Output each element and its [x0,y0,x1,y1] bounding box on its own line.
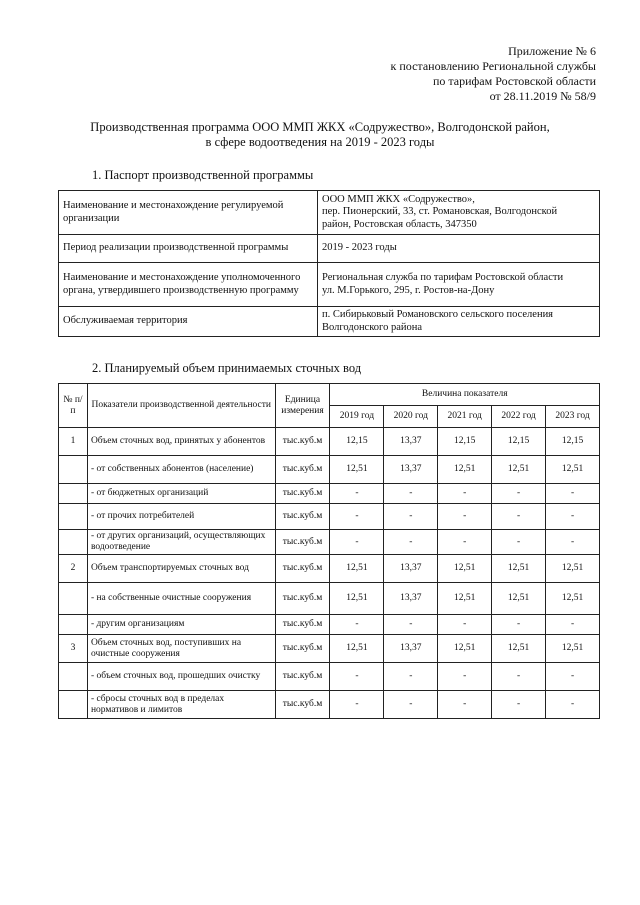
passport-value-line: п. Сибирьковый Романовского сельского поселения [322,309,554,320]
row-value: - [546,663,600,691]
passport-value-line: пер. Пионерский, 33, ст. Романовская, Волгодонской [322,206,558,218]
row-value: - [330,530,384,555]
row-number: 3 [59,635,88,663]
row-value: 13,37 [384,428,438,456]
row-value: - [330,484,384,504]
year-header: 2020 год [384,406,438,428]
row-number [59,583,88,615]
row-unit: тыс.куб.м [275,530,330,555]
table-row [59,583,600,615]
row-unit: тыс.куб.м [275,663,330,691]
row-value: - [384,691,438,719]
row-value: 12,15 [492,428,546,456]
row-number [59,456,88,484]
row-value: 12,15 [546,428,600,456]
row-indicator: - сбросы сточных вод в пределах нормативов и лимитов [87,691,275,719]
row-indicator: - от прочих потребителей [87,504,275,530]
row-value: 12,51 [330,555,384,583]
row-value: 12,51 [438,456,492,484]
passport-row [59,307,600,337]
passport-value [318,307,600,337]
row-number [59,504,88,530]
table-row [59,555,600,583]
row-value: - [492,504,546,530]
row-number [59,615,88,635]
row-indicator: - от собственных абонентов (население) [87,456,275,484]
section-1-heading: 1. Паспорт производственной программы [92,168,314,182]
row-unit: тыс.куб.м [275,615,330,635]
col-unit-header: Единица измерения [275,384,330,428]
section-2-heading: 2. Планируемый объем принимаемых сточных вод [92,361,362,375]
title-line-1: Производственная программа ООО ММП ЖКХ «Содружество», Волгодонской район, [90,120,550,134]
table-body [59,428,600,719]
row-number: 2 [59,555,88,583]
passport-row [59,191,600,235]
row-indicator: Объем сточных вод, поступивших на очистные сооружения [87,635,275,663]
year-header: 2022 год [492,406,546,428]
title-line-2: в сфере водоотведения на 2019 - 2023 годы [205,135,435,149]
row-indicator: Объем сточных вод, принятых у абонентов [87,428,275,456]
row-indicator: - другим организациям [87,615,275,635]
row-unit: тыс.куб.м [275,456,330,484]
table-row [59,615,600,635]
row-value: 12,51 [330,635,384,663]
col-indicator-header: Показатели производственной деятельности [87,384,275,428]
row-value: 13,37 [384,583,438,615]
row-value: - [438,691,492,719]
row-value: - [492,615,546,635]
row-value: 12,51 [546,635,600,663]
row-value: - [438,530,492,555]
row-value: 12,51 [330,583,384,615]
passport-value-line: район, Ростовская область, 347350 [322,218,477,230]
table-row [59,635,600,663]
passport-value-line: ул. М.Горького, 295, г. Ростов-на-Дону [322,284,495,296]
document-title [40,120,600,150]
row-value: - [438,504,492,530]
row-value: - [546,615,600,635]
passport-row [59,235,600,263]
row-value: - [330,615,384,635]
row-unit: тыс.куб.м [275,484,330,504]
row-unit: тыс.куб.м [275,583,330,615]
row-indicator: - объем сточных вод, прошедших очистку [87,663,275,691]
row-value: - [492,484,546,504]
row-value: - [384,615,438,635]
row-value: - [546,484,600,504]
passport-label: Наименование и местонахождение уполномоченного органа, утвердившего производственную программу [59,263,318,307]
row-value: - [492,691,546,719]
passport-label: Период реализации производственной программы [59,235,318,263]
table-row [59,504,600,530]
row-value: - [438,663,492,691]
col-number-header: № п/п [59,384,88,428]
row-value: 12,51 [330,456,384,484]
row-value: 12,51 [546,555,600,583]
passport-label: Наименование и местонахождение регулируемой организации [59,191,318,235]
row-value: 12,51 [492,583,546,615]
table-header-row [59,384,600,406]
row-unit: тыс.куб.м [275,555,330,583]
row-value: - [438,615,492,635]
wastewater-volume-table [58,383,600,719]
row-indicator: - на собственные очистные сооружения [87,583,275,615]
appendix-line-3: по тарифам Ростовской области [432,74,596,88]
row-value: 12,51 [492,635,546,663]
row-value: - [330,504,384,530]
row-value: 12,51 [438,555,492,583]
row-number [59,530,88,555]
row-number: 1 [59,428,88,456]
passport-value-line: 2019 - 2023 годы [322,242,397,254]
table-row [59,456,600,484]
row-value: - [384,530,438,555]
row-value: 12,51 [492,555,546,583]
row-value: 12,51 [438,635,492,663]
row-number [59,691,88,719]
row-value: - [546,530,600,555]
row-value: 12,51 [546,583,600,615]
row-value: - [330,663,384,691]
appendix-header [296,44,596,104]
table-row [59,428,600,456]
row-value: - [438,484,492,504]
row-value: - [546,691,600,719]
year-header: 2019 год [330,406,384,428]
row-value: 12,15 [330,428,384,456]
row-value: - [384,484,438,504]
row-indicator: - от других организаций, осуществляющих водоотведение [87,530,275,555]
passport-table [58,190,600,337]
passport-row [59,263,600,307]
col-value-header: Величина показателя [330,384,600,406]
passport-label: Обслуживаемая территория [59,307,318,337]
row-indicator: Объем транспортируемых сточных вод [87,555,275,583]
row-value: - [492,663,546,691]
row-value: 13,37 [384,555,438,583]
row-value: 12,51 [438,583,492,615]
row-unit: тыс.куб.м [275,428,330,456]
row-value: 13,37 [384,456,438,484]
table-row [59,691,600,719]
year-header: 2021 год [438,406,492,428]
table-row [59,484,600,504]
row-unit: тыс.куб.м [275,691,330,719]
appendix-line-4: от 28.11.2019 № 58/9 [489,89,596,103]
appendix-line-1: Приложение № 6 [508,44,596,58]
row-value: - [330,691,384,719]
passport-value [318,263,600,307]
table-row [59,663,600,691]
appendix-line-2: к постановлению Региональной службы [390,59,596,73]
passport-value-line: ООО ММП ЖКХ «Содружество», [322,193,475,205]
year-header: 2023 год [546,406,600,428]
row-value: - [384,663,438,691]
table-row [59,530,600,555]
passport-value [318,235,600,263]
row-value: 12,51 [492,456,546,484]
row-number [59,663,88,691]
passport-value [318,191,600,235]
row-value: - [384,504,438,530]
passport-value-line: Региональная служба по тарифам Ростовской области [322,272,564,283]
row-indicator: - от бюджетных организаций [87,484,275,504]
row-value: 12,51 [546,456,600,484]
row-value: 13,37 [384,635,438,663]
row-unit: тыс.куб.м [275,635,330,663]
row-value: - [546,504,600,530]
row-value: - [492,530,546,555]
passport-value-line: Волгодонского района [322,321,423,333]
row-unit: тыс.куб.м [275,504,330,530]
row-value: 12,15 [438,428,492,456]
row-number [59,484,88,504]
